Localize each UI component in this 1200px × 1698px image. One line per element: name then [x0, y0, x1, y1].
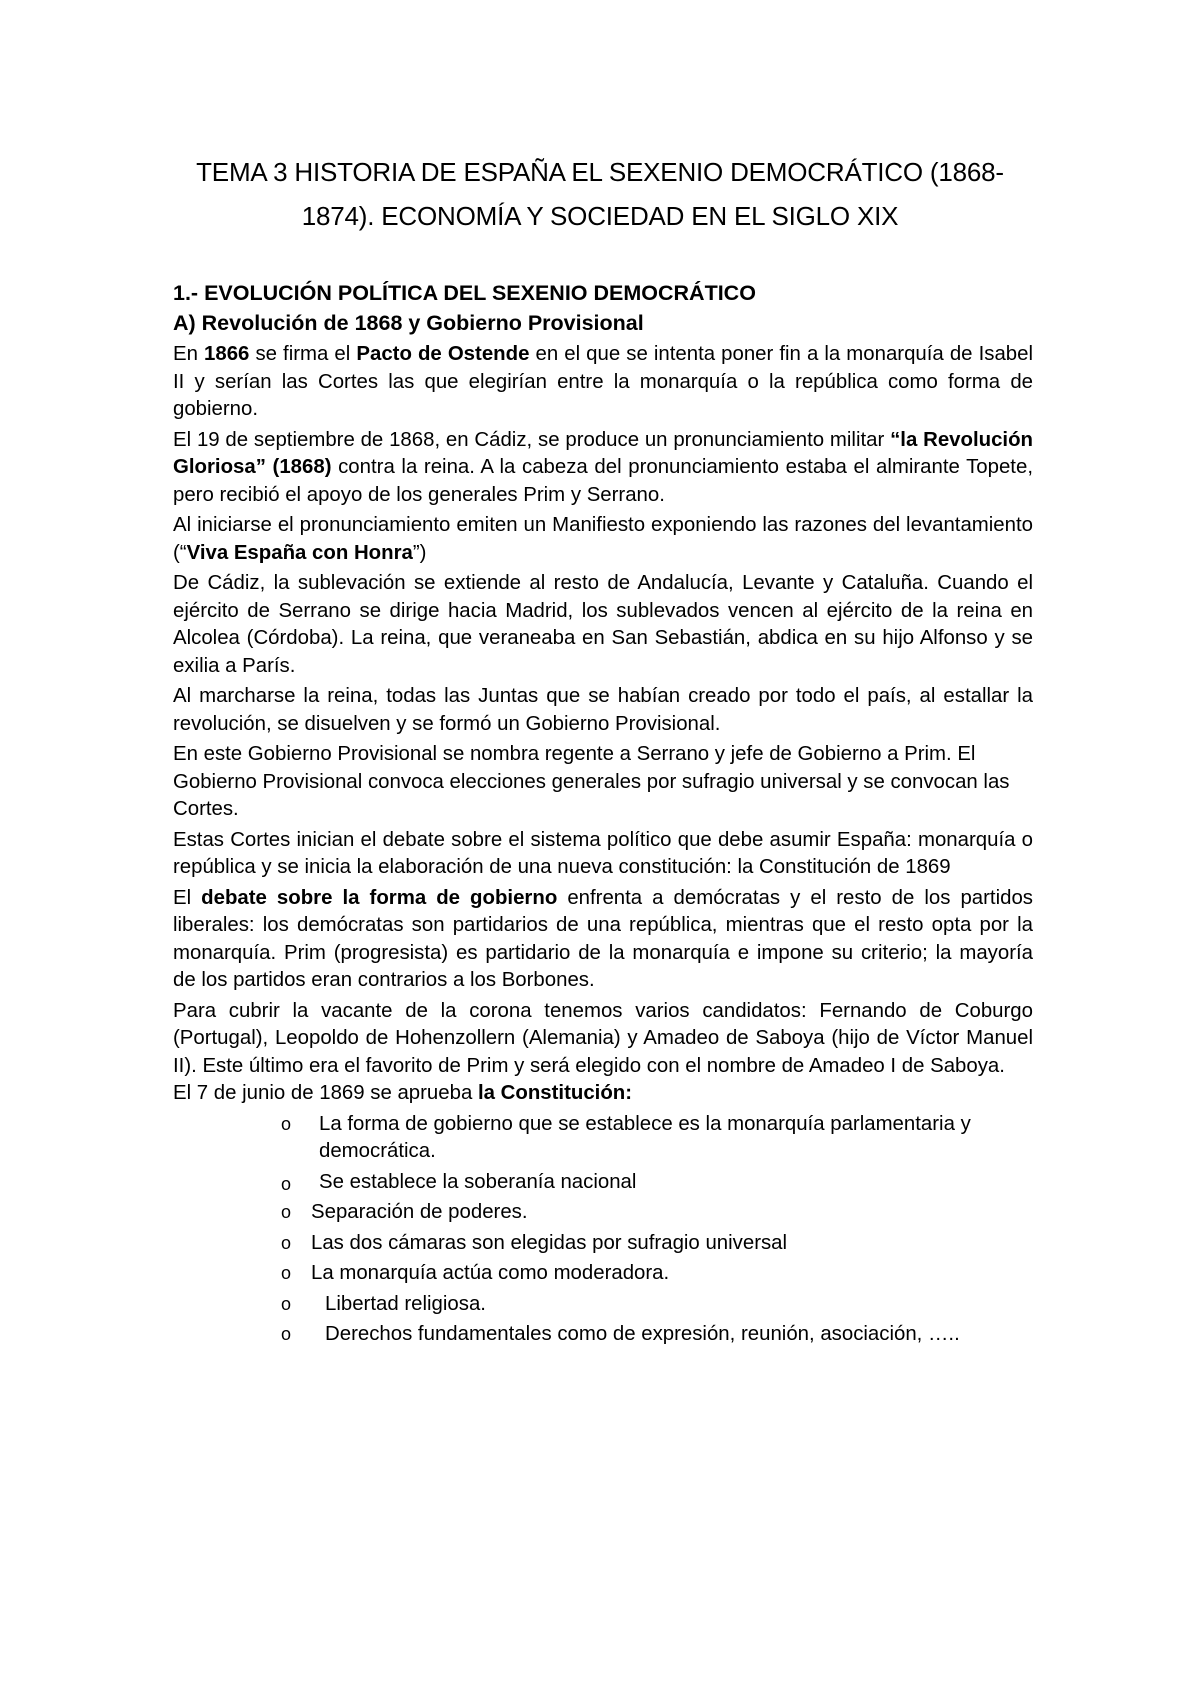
list-item-text: La forma de gobierno que se establece es la monarquía parlamentaria y democrática.: [319, 1112, 971, 1162]
list-item: [279, 1230, 1033, 1258]
bullet-icon: o: [281, 1113, 292, 1134]
list-item: [279, 1111, 1033, 1166]
bullet-icon: o: [281, 1293, 292, 1314]
list-item: [279, 1321, 1033, 1349]
title-line-1: TEMA 3 HISTORIA DE ESPAÑA EL SEXENIO DEMOCRÁTICO (1868-: [196, 157, 1004, 187]
paragraph-10: [173, 1080, 1033, 1108]
paragraph-7: Estas Cortes inician el debate sobre el sistema político que debe asumir España: monarquía o república y se inicia la elaboración de una nueva constitución: la Constitución de 1869: [173, 828, 1033, 878]
title-line-2: 1874). ECONOMÍA Y SOCIEDAD EN EL SIGLO XIX: [301, 201, 899, 231]
bullet-icon: o: [281, 1324, 292, 1344]
text: enfrenta a demócratas y el resto de los partidos liberales: los demócratas son partidarios de una república, mientras que el resto opta por la monarquía. Prim (progresista) es partidario de la monarquía e impone su criterio; la mayoría de los partidos eran contrarios a los Borbones.: [173, 886, 1033, 991]
bold-text: Viva España con Honra: [186, 541, 413, 564]
paragraph-8: [173, 885, 1033, 995]
paragraph-2: [173, 427, 1033, 510]
list-item: [279, 1199, 1033, 1227]
constitution-list: [173, 1111, 1033, 1349]
bold-text: debate sobre la forma de gobierno: [201, 886, 558, 909]
bullet-icon: o: [281, 1263, 292, 1283]
paragraph-6: En este Gobierno Provisional se nombra regente a Serrano y jefe de Gobierno a Prim. El Gobierno Provisional convoca elecciones generales por sufragio universal y se convocan las Cortes.: [173, 743, 1010, 820]
bold-text: 1866: [204, 343, 250, 365]
document-body: [173, 278, 1033, 1352]
list-item: [279, 1291, 1033, 1319]
subsection-heading: A) Revolución de 1868 y Gobierno Provisional: [173, 311, 644, 335]
paragraph-3: [173, 512, 1033, 567]
text: ”): [412, 541, 427, 564]
document-title: [170, 150, 1030, 238]
text: en el que se intenta poner fin a la monarquía de Isabel II y serían las Cortes las que elegirían entre la monarquía o la república como forma de gobierno.: [173, 343, 1033, 420]
section-heading: 1.- EVOLUCIÓN POLÍTICA DEL SEXENIO DEMOCRÁTICO: [173, 281, 756, 305]
text: En: [173, 343, 205, 365]
list-item-text: Separación de poderes.: [311, 1201, 528, 1223]
bullet-icon: o: [281, 1232, 292, 1253]
bold-text: “la Revolución Gloriosa” (1868): [173, 428, 1034, 478]
bullet-icon: o: [281, 1202, 292, 1222]
list-item: [279, 1169, 1033, 1197]
text: El: [173, 886, 202, 909]
list-item-text: La monarquía actúa como moderadora.: [311, 1262, 670, 1284]
bullet-icon: o: [281, 1173, 292, 1194]
paragraph-1: [173, 341, 1033, 424]
text: Al iniciarse el pronunciamiento emiten un Manifiesto exponiendo las razones del levantamiento (“: [173, 514, 1033, 564]
text: se firma el: [249, 343, 357, 365]
list-item-text: Libertad religiosa.: [325, 1292, 486, 1315]
list-item-text: Derechos fundamentales como de expresión, reunión, asociación, …..: [325, 1323, 960, 1345]
text: contra la reina. A la cabeza del pronunciamiento estaba el almirante Topete, pero recibió el apoyo de los generales Prim y Serrano.: [173, 456, 1033, 506]
list-item-text: Se establece la soberanía nacional: [319, 1170, 637, 1193]
bold-text: Pacto de Ostende: [356, 343, 530, 365]
paragraph-4: De Cádiz, la sublevación se extiende al resto de Andalucía, Levante y Cataluña. Cuando el ejército de Serrano se dirige hacia Madrid, los sublevados vencen al ejército de la reina en Alcolea (Córdoba). La reina, que veraneaba en San Sebastián, abdica en su hijo Alfonso y se exilia a París.: [173, 572, 1033, 677]
text: El 19 de septiembre de 1868, en Cádiz, se produce un pronunciamiento militar: [173, 428, 891, 451]
list-item-text: Las dos cámaras son elegidas por sufragio universal: [311, 1231, 788, 1254]
paragraph-9: Para cubrir la vacante de la corona tenemos varios candidatos: Fernando de Coburgo (Portugal), Leopoldo de Hohenzollern (Alemania) y Amadeo de Saboya (hijo de Víctor Manuel II). Este último era el favorito de Prim y será elegido con el nombre de Amadeo I de Saboya.: [173, 999, 1033, 1077]
list-item: [279, 1260, 1033, 1288]
paragraph-5: Al marcharse la reina, todas las Juntas que se habían creado por todo el país, al estallar la revolución, se disuelven y se formó un Gobierno Provisional.: [173, 685, 1033, 735]
text: El 7 de junio de 1869 se aprueba: [173, 1082, 478, 1104]
bold-text: la Constitución:: [477, 1082, 633, 1104]
